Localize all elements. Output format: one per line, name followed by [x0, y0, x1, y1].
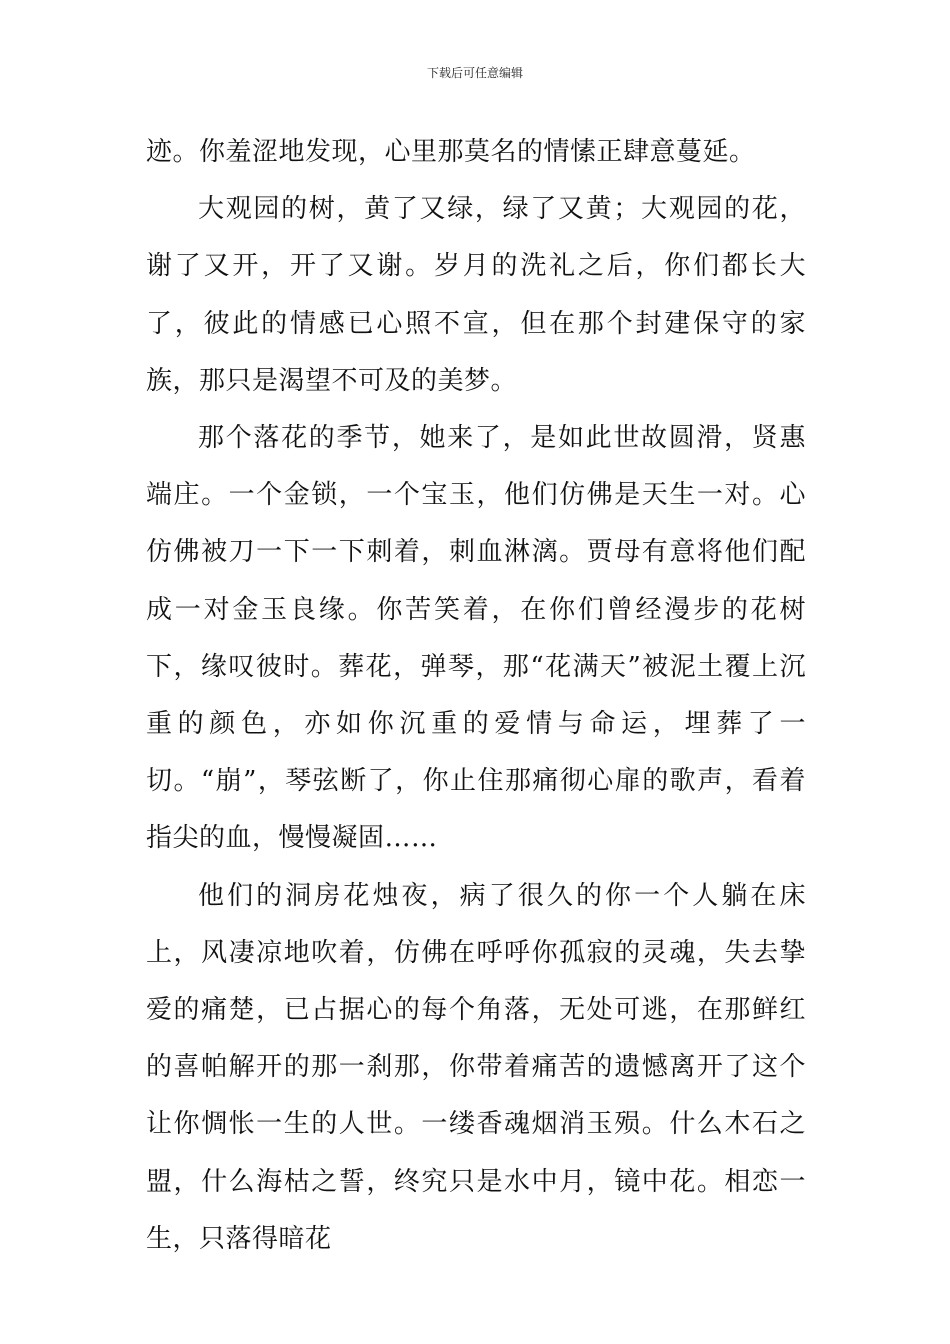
paragraph-4: 他们的洞房花烛夜，病了很久的你一个人躺在床上，风凄凉地吹着，仿佛在呼呼你孤寂的灵魂，失去挚爱的痛楚，已占据心的每个角落，无处可逃，在那鲜红的喜帕解开的那一刹那，你带着痛苦的遗憾离开了这个让你惆怅一生的人世。一缕香魂烟消玉殒。什么木石之盟，什么海枯之誓，终究只是水中月，镜中花。相恋一生，只落得暗花: [146, 880, 806, 1254]
paragraph-2: 大观园的树，黄了又绿，绿了又黄；大观园的花，谢了又开，开了又谢。岁月的洗礼之后，你们都长大了，彼此的情感已心照不宣，但在那个封建保守的家族，那只是渴望不可及的美梦。: [146, 194, 806, 396]
paragraph-1: 迹。你羞涩地发现，心里那莫名的情愫正肆意蔓延。: [146, 137, 756, 167]
page-header: 下载后可任意编辑: [426, 66, 523, 80]
document-body: [146, 124, 806, 1268]
paragraph-3: 那个落花的季节，她来了，是如此世故圆滑，贤惠端庄。一个金锁，一个宝玉，他们仿佛是天生一对。心仿佛被刀一下一下刺着，刺血淋漓。贾母有意将他们配成一对金玉良缘。你苦笑着，在你们曾经漫步的花树下，缘叹彼时。葬花，弹琴，那“花满天”被泥土覆上沉重的颜色，亦如你沉重的爱情与命运，埋葬了一切。“崩”，琴弦断了，你止住那痛彻心扉的歌声，看着指尖的血，慢慢凝固……: [146, 423, 806, 854]
